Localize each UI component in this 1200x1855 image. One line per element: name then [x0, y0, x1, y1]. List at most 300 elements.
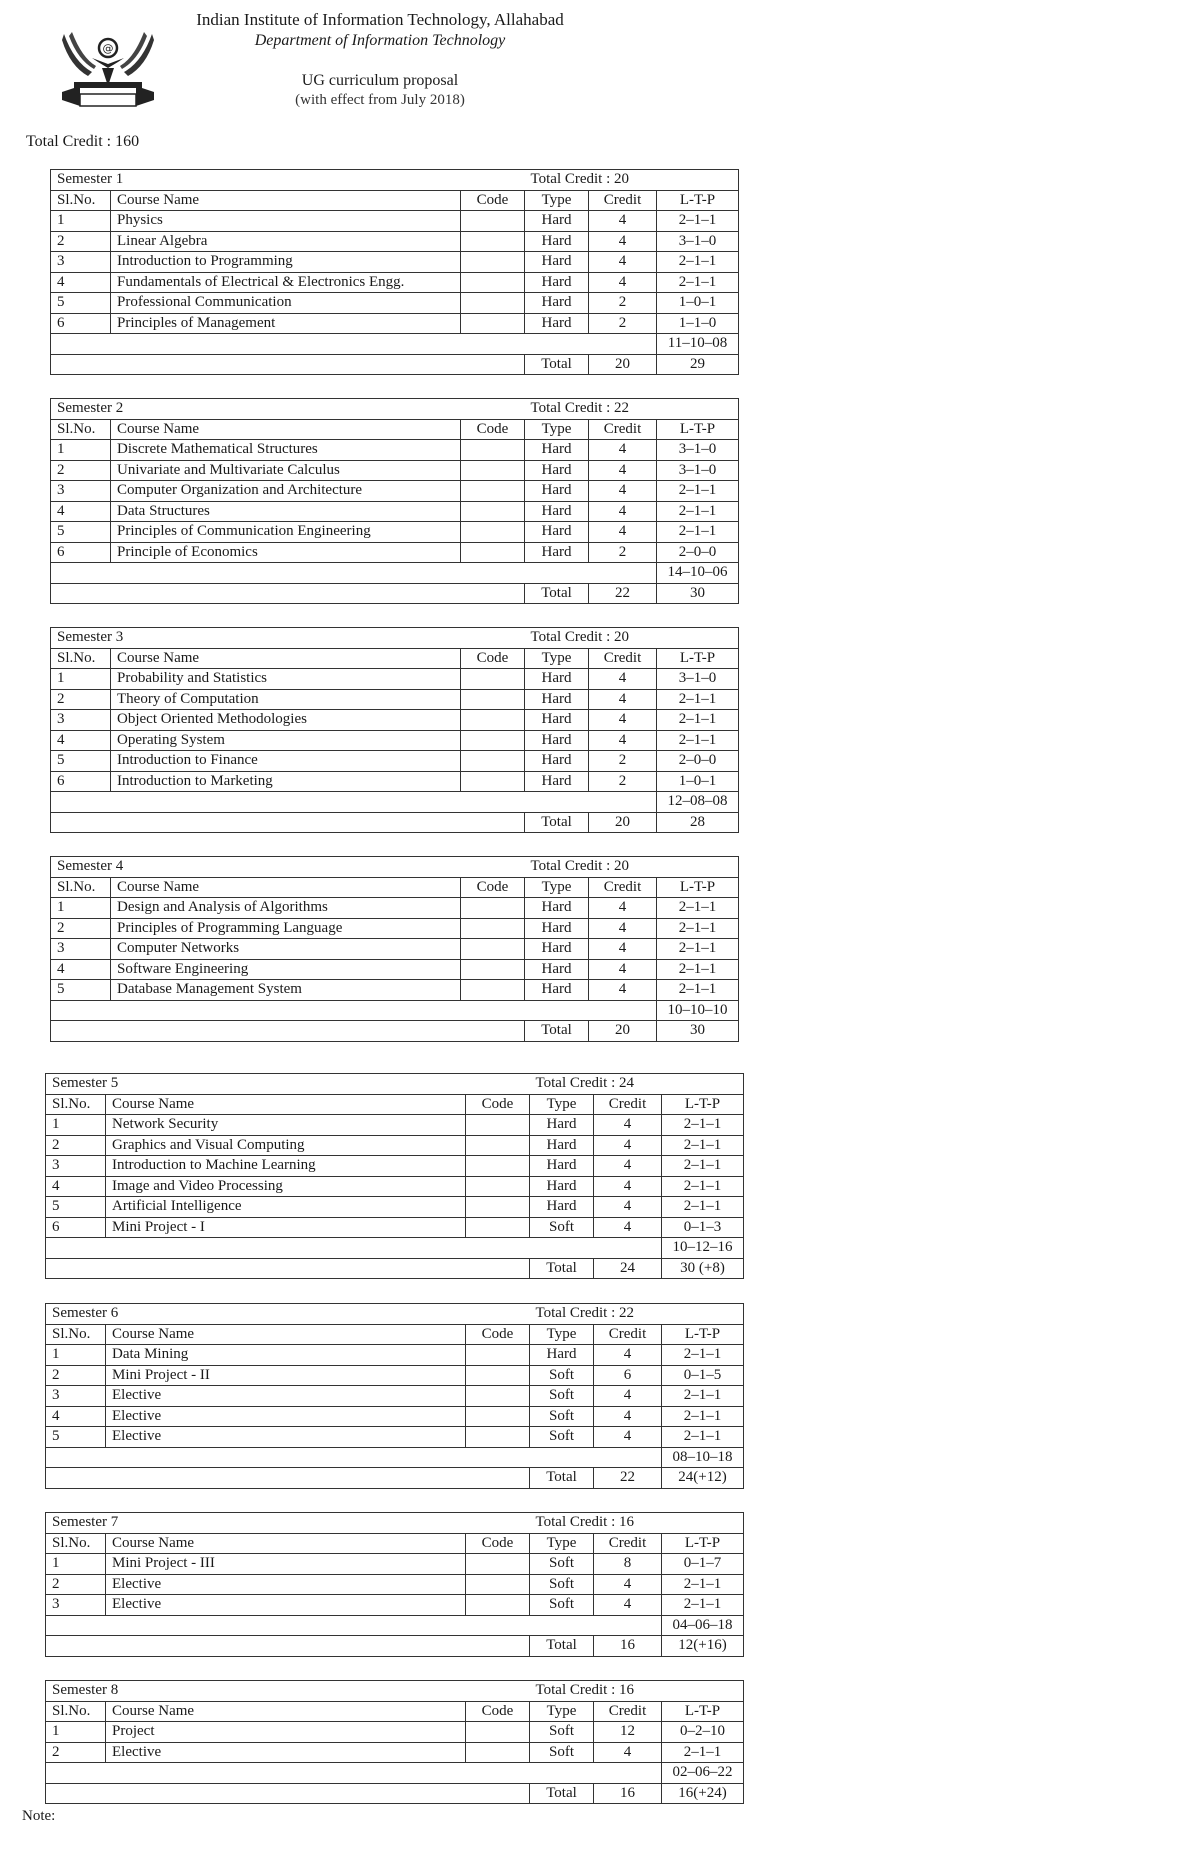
- ltp-sum-row: [51, 334, 739, 355]
- course-ltp: 3–1–0: [657, 440, 739, 461]
- table-row: [51, 959, 739, 980]
- column-header-slno: Sl.No.: [46, 1324, 106, 1345]
- course-code: [466, 1176, 530, 1197]
- semester-title: Semester 1: [51, 170, 525, 191]
- course-ltp: 2–1–1: [662, 1156, 744, 1177]
- course-code: [461, 272, 525, 293]
- ltp-sum: 10–10–10: [657, 1000, 739, 1021]
- table-row: [46, 1217, 744, 1238]
- course-type: Hard: [525, 939, 589, 960]
- course-slno: 2: [46, 1574, 106, 1595]
- table-row: [51, 252, 739, 273]
- course-type: Soft: [530, 1722, 594, 1743]
- course-slno: 6: [51, 313, 111, 334]
- table-row: [51, 710, 739, 731]
- course-code: [461, 959, 525, 980]
- ltp-sum-row: [51, 792, 739, 813]
- course-ltp: 0–1–3: [662, 1217, 744, 1238]
- course-ltp: 3–1–0: [657, 460, 739, 481]
- course-code: [461, 730, 525, 751]
- semester-table: [50, 627, 739, 833]
- course-credit: 4: [589, 980, 657, 1001]
- semester-title-row: [51, 628, 739, 649]
- course-slno: 3: [46, 1386, 106, 1407]
- institute-name: Indian Institute of Information Technology, Allahabad: [196, 10, 564, 29]
- course-ltp: 2–1–1: [657, 939, 739, 960]
- ltp-sum-blank: [51, 334, 657, 355]
- course-code: [466, 1217, 530, 1238]
- semester-total-credit: Total Credit : 16: [530, 1513, 744, 1534]
- course-credit: 4: [589, 211, 657, 232]
- course-type: Hard: [530, 1135, 594, 1156]
- total-hours: 30: [657, 583, 739, 604]
- course-credit: 2: [589, 751, 657, 772]
- course-credit: 4: [594, 1406, 662, 1427]
- course-credit: 4: [594, 1386, 662, 1407]
- course-slno: 5: [46, 1197, 106, 1218]
- overall-total-credit: Total Credit : 160: [26, 133, 140, 150]
- column-header-code: Code: [466, 1324, 530, 1345]
- course-slno: 5: [51, 293, 111, 314]
- semester-title: Semester 3: [51, 628, 525, 649]
- column-header-slno: Sl.No.: [46, 1094, 106, 1115]
- course-slno: 2: [51, 231, 111, 252]
- total-label: Total: [525, 1021, 589, 1042]
- total-row: [51, 1021, 739, 1042]
- course-name: Mini Project - III: [106, 1554, 466, 1575]
- course-type: Hard: [525, 771, 589, 792]
- column-header-course-name: Course Name: [111, 877, 461, 898]
- total-label: Total: [530, 1258, 594, 1279]
- semester-table: [45, 1073, 744, 1279]
- course-code: [466, 1135, 530, 1156]
- course-credit: 4: [594, 1115, 662, 1136]
- course-slno: 5: [51, 980, 111, 1001]
- course-name: Network Security: [106, 1115, 466, 1136]
- course-code: [466, 1427, 530, 1448]
- course-type: Hard: [525, 460, 589, 481]
- course-type: Hard: [525, 542, 589, 563]
- course-code: [461, 980, 525, 1001]
- ltp-sum: 10–12–16: [662, 1238, 744, 1259]
- course-ltp: 2–1–1: [657, 211, 739, 232]
- course-credit: 4: [589, 959, 657, 980]
- total-label: Total: [530, 1468, 594, 1489]
- course-code: [461, 481, 525, 502]
- column-header-credit: Credit: [589, 648, 657, 669]
- semester-table: [50, 398, 739, 604]
- total-hours: 30 (+8): [662, 1258, 744, 1279]
- course-type: Soft: [530, 1574, 594, 1595]
- course-slno: 5: [46, 1427, 106, 1448]
- course-slno: 4: [46, 1406, 106, 1427]
- course-type: Hard: [525, 689, 589, 710]
- semester-title-row: [46, 1304, 744, 1325]
- total-label: Total: [530, 1636, 594, 1657]
- svg-text:@: @: [102, 42, 114, 55]
- course-credit: 4: [589, 440, 657, 461]
- semester-table: [45, 1512, 744, 1657]
- course-type: Hard: [525, 959, 589, 980]
- course-credit: 4: [589, 939, 657, 960]
- column-header-row: [46, 1094, 744, 1115]
- course-credit: 4: [594, 1742, 662, 1763]
- course-type: Soft: [530, 1365, 594, 1386]
- table-row: [51, 689, 739, 710]
- course-credit: 2: [589, 313, 657, 334]
- table-row: [51, 313, 739, 334]
- note-label: Note:: [22, 1808, 56, 1824]
- total-blank: [51, 583, 525, 604]
- table-row: [51, 980, 739, 1001]
- total-credit-value: 16: [594, 1636, 662, 1657]
- course-slno: 4: [46, 1176, 106, 1197]
- course-code: [466, 1574, 530, 1595]
- course-type: Hard: [525, 898, 589, 919]
- table-row: [46, 1135, 744, 1156]
- semester-total-credit: Total Credit : 20: [525, 857, 739, 878]
- course-name: Probability and Statistics: [111, 669, 461, 690]
- total-hours: 30: [657, 1021, 739, 1042]
- semester-title: Semester 5: [46, 1074, 530, 1095]
- course-code: [466, 1365, 530, 1386]
- ltp-sum-row: [46, 1615, 744, 1636]
- total-blank: [46, 1468, 530, 1489]
- course-ltp: 2–1–1: [662, 1345, 744, 1366]
- course-slno: 3: [51, 710, 111, 731]
- course-name: Introduction to Machine Learning: [106, 1156, 466, 1177]
- column-header-course-name: Course Name: [111, 648, 461, 669]
- table-row: [51, 918, 739, 939]
- course-code: [466, 1386, 530, 1407]
- table-row: [46, 1427, 744, 1448]
- semester-title-row: [46, 1513, 744, 1534]
- total-hours: 28: [657, 812, 739, 833]
- course-type: Hard: [525, 669, 589, 690]
- course-slno: 2: [46, 1742, 106, 1763]
- course-slno: 4: [51, 730, 111, 751]
- course-type: Hard: [530, 1197, 594, 1218]
- course-ltp: 2–1–1: [662, 1115, 744, 1136]
- course-slno: 3: [51, 252, 111, 273]
- course-type: Soft: [530, 1595, 594, 1616]
- course-name: Project: [106, 1722, 466, 1743]
- table-row: [51, 542, 739, 563]
- course-type: Hard: [525, 710, 589, 731]
- column-header-slno: Sl.No.: [51, 877, 111, 898]
- course-type: Soft: [530, 1386, 594, 1407]
- table-row: [46, 1365, 744, 1386]
- table-row: [51, 730, 739, 751]
- course-code: [461, 710, 525, 731]
- course-ltp: 2–1–1: [657, 252, 739, 273]
- course-slno: 6: [46, 1217, 106, 1238]
- column-header-course-name: Course Name: [111, 419, 461, 440]
- course-name: Introduction to Programming: [111, 252, 461, 273]
- course-code: [461, 939, 525, 960]
- course-name: Fundamentals of Electrical & Electronics Engg.: [111, 272, 461, 293]
- total-label: Total: [525, 583, 589, 604]
- course-code: [466, 1156, 530, 1177]
- column-header-credit: Credit: [594, 1324, 662, 1345]
- course-code: [466, 1554, 530, 1575]
- course-slno: 2: [51, 689, 111, 710]
- column-header-type: Type: [530, 1094, 594, 1115]
- course-name: Computer Organization and Architecture: [111, 481, 461, 502]
- column-header-credit: Credit: [594, 1094, 662, 1115]
- semester-title: Semester 4: [51, 857, 525, 878]
- course-name: Elective: [106, 1742, 466, 1763]
- course-code: [461, 501, 525, 522]
- column-header-code: Code: [461, 419, 525, 440]
- course-code: [461, 669, 525, 690]
- ltp-sum: 11–10–08: [657, 334, 739, 355]
- semester-total-credit: Total Credit : 20: [525, 628, 739, 649]
- column-header-code: Code: [466, 1094, 530, 1115]
- course-slno: 1: [51, 669, 111, 690]
- course-credit: 6: [594, 1365, 662, 1386]
- total-hours: 16(+24): [662, 1783, 744, 1804]
- table-row: [51, 669, 739, 690]
- table-row: [51, 440, 739, 461]
- total-row: [51, 812, 739, 833]
- course-code: [461, 751, 525, 772]
- ltp-sum-row: [46, 1238, 744, 1259]
- total-label: Total: [530, 1783, 594, 1804]
- table-row: [46, 1554, 744, 1575]
- course-slno: 5: [51, 522, 111, 543]
- department-name: Department of Information Technology: [254, 32, 506, 49]
- semester-total-credit: Total Credit : 16: [530, 1681, 744, 1702]
- course-type: Hard: [525, 440, 589, 461]
- column-header-slno: Sl.No.: [51, 190, 111, 211]
- course-type: Hard: [525, 252, 589, 273]
- course-name: Introduction to Finance: [111, 751, 461, 772]
- total-blank: [46, 1258, 530, 1279]
- course-slno: 4: [51, 501, 111, 522]
- table-row: [51, 501, 739, 522]
- table-row: [51, 939, 739, 960]
- table-row: [51, 481, 739, 502]
- column-header-slno: Sl.No.: [51, 419, 111, 440]
- course-code: [466, 1197, 530, 1218]
- semester-title: Semester 7: [46, 1513, 530, 1534]
- column-header-code: Code: [466, 1533, 530, 1554]
- column-header-type: Type: [530, 1533, 594, 1554]
- course-credit: 4: [594, 1574, 662, 1595]
- course-slno: 3: [46, 1595, 106, 1616]
- course-credit: 4: [589, 669, 657, 690]
- course-ltp: 2–1–1: [657, 501, 739, 522]
- ltp-sum-blank: [46, 1447, 662, 1468]
- ltp-sum-row: [46, 1763, 744, 1784]
- course-ltp: 2–1–1: [657, 689, 739, 710]
- course-slno: 2: [46, 1135, 106, 1156]
- course-slno: 4: [51, 959, 111, 980]
- course-ltp: 2–1–1: [657, 898, 739, 919]
- course-name: Software Engineering: [111, 959, 461, 980]
- course-ltp: 2–1–1: [657, 272, 739, 293]
- course-type: Hard: [525, 481, 589, 502]
- course-credit: 4: [594, 1345, 662, 1366]
- course-credit: 4: [589, 501, 657, 522]
- ltp-sum: 04–06–18: [662, 1615, 744, 1636]
- course-name: Professional Communication: [111, 293, 461, 314]
- course-code: [461, 231, 525, 252]
- total-hours: 24(+12): [662, 1468, 744, 1489]
- course-type: Hard: [525, 751, 589, 772]
- course-code: [466, 1345, 530, 1366]
- course-type: Hard: [525, 522, 589, 543]
- course-ltp: 2–0–0: [657, 542, 739, 563]
- column-header-ltp: L-T-P: [657, 190, 739, 211]
- table-row: [46, 1742, 744, 1763]
- course-name: Operating System: [111, 730, 461, 751]
- column-header-row: [51, 419, 739, 440]
- column-header-type: Type: [530, 1701, 594, 1722]
- course-code: [466, 1742, 530, 1763]
- course-slno: 2: [46, 1365, 106, 1386]
- total-row: [46, 1258, 744, 1279]
- course-ltp: 0–1–5: [662, 1365, 744, 1386]
- column-header-course-name: Course Name: [106, 1094, 466, 1115]
- table-row: [51, 211, 739, 232]
- column-header-credit: Credit: [589, 190, 657, 211]
- total-blank: [51, 812, 525, 833]
- semester-total-credit: Total Credit : 24: [530, 1074, 744, 1095]
- table-row: [51, 771, 739, 792]
- course-name: Mini Project - II: [106, 1365, 466, 1386]
- course-type: Hard: [525, 730, 589, 751]
- ltp-sum-blank: [46, 1238, 662, 1259]
- course-slno: 1: [46, 1115, 106, 1136]
- column-header-slno: Sl.No.: [51, 648, 111, 669]
- course-credit: 4: [594, 1197, 662, 1218]
- total-credit-value: 22: [594, 1468, 662, 1489]
- total-credit-value: 16: [594, 1783, 662, 1804]
- column-header-ltp: L-T-P: [657, 419, 739, 440]
- table-row: [46, 1406, 744, 1427]
- column-header-ltp: L-T-P: [662, 1094, 744, 1115]
- total-credit-value: 20: [589, 1021, 657, 1042]
- ltp-sum-row: [51, 1000, 739, 1021]
- course-credit: 4: [589, 231, 657, 252]
- course-name: Artificial Intelligence: [106, 1197, 466, 1218]
- course-ltp: 1–0–1: [657, 293, 739, 314]
- course-credit: 4: [589, 522, 657, 543]
- column-header-type: Type: [525, 648, 589, 669]
- proposal-title: UG curriculum proposal: [301, 72, 459, 89]
- course-code: [461, 293, 525, 314]
- course-credit: 4: [589, 689, 657, 710]
- course-name: Data Structures: [111, 501, 461, 522]
- proposal-effect-date: (with effect from July 2018): [295, 92, 465, 108]
- course-credit: 8: [594, 1554, 662, 1575]
- course-ltp: 2–1–1: [657, 481, 739, 502]
- course-ltp: 0–2–10: [662, 1722, 744, 1743]
- ltp-sum: 08–10–18: [662, 1447, 744, 1468]
- total-label: Total: [525, 812, 589, 833]
- column-header-ltp: L-T-P: [662, 1533, 744, 1554]
- course-slno: 2: [51, 460, 111, 481]
- course-ltp: 2–1–1: [657, 959, 739, 980]
- course-slno: 3: [46, 1156, 106, 1177]
- course-name: Elective: [106, 1574, 466, 1595]
- course-slno: 3: [51, 481, 111, 502]
- table-row: [46, 1722, 744, 1743]
- total-hours: 12(+16): [662, 1636, 744, 1657]
- course-ltp: 2–1–1: [657, 730, 739, 751]
- ltp-sum: 12–08–08: [657, 792, 739, 813]
- total-row: [51, 354, 739, 375]
- semester-table: [50, 169, 739, 375]
- column-header-credit: Credit: [594, 1701, 662, 1722]
- column-header-type: Type: [530, 1324, 594, 1345]
- column-header-ltp: L-T-P: [662, 1701, 744, 1722]
- course-ltp: 2–1–1: [657, 918, 739, 939]
- semester-table: [45, 1680, 744, 1804]
- ltp-sum-blank: [51, 792, 657, 813]
- column-header-course-name: Course Name: [106, 1701, 466, 1722]
- column-header-row: [51, 190, 739, 211]
- column-header-slno: Sl.No.: [46, 1701, 106, 1722]
- course-code: [461, 252, 525, 273]
- column-header-row: [46, 1324, 744, 1345]
- course-code: [461, 460, 525, 481]
- course-slno: 6: [51, 542, 111, 563]
- course-ltp: 2–1–1: [657, 522, 739, 543]
- course-name: Image and Video Processing: [106, 1176, 466, 1197]
- ltp-sum-blank: [46, 1615, 662, 1636]
- column-header-code: Code: [461, 648, 525, 669]
- course-code: [461, 689, 525, 710]
- course-credit: 4: [589, 918, 657, 939]
- column-header-credit: Credit: [594, 1533, 662, 1554]
- column-header-ltp: L-T-P: [657, 877, 739, 898]
- total-credit-value: 20: [589, 812, 657, 833]
- ltp-sum-blank: [51, 1000, 657, 1021]
- total-credit-value: 20: [589, 354, 657, 375]
- table-row: [51, 522, 739, 543]
- table-row: [46, 1156, 744, 1177]
- course-type: Soft: [530, 1217, 594, 1238]
- table-row: [46, 1176, 744, 1197]
- table-row: [51, 460, 739, 481]
- total-blank: [51, 354, 525, 375]
- table-row: [46, 1386, 744, 1407]
- course-ltp: 2–1–1: [662, 1197, 744, 1218]
- course-type: Hard: [525, 918, 589, 939]
- course-name: Principles of Programming Language: [111, 918, 461, 939]
- course-name: Data Mining: [106, 1345, 466, 1366]
- course-slno: 2: [51, 918, 111, 939]
- course-type: Hard: [525, 501, 589, 522]
- column-header-ltp: L-T-P: [657, 648, 739, 669]
- semester-total-credit: Total Credit : 22: [525, 399, 739, 420]
- semester-total-credit: Total Credit : 22: [530, 1304, 744, 1325]
- semester-title-row: [46, 1681, 744, 1702]
- course-ltp: 2–1–1: [662, 1406, 744, 1427]
- course-slno: 4: [51, 272, 111, 293]
- course-credit: 2: [589, 293, 657, 314]
- table-row: [46, 1595, 744, 1616]
- course-name: Object Oriented Methodologies: [111, 710, 461, 731]
- course-type: Hard: [530, 1115, 594, 1136]
- course-slno: 1: [51, 898, 111, 919]
- course-code: [466, 1595, 530, 1616]
- ltp-sum-blank: [46, 1763, 662, 1784]
- semester-title-row: [51, 857, 739, 878]
